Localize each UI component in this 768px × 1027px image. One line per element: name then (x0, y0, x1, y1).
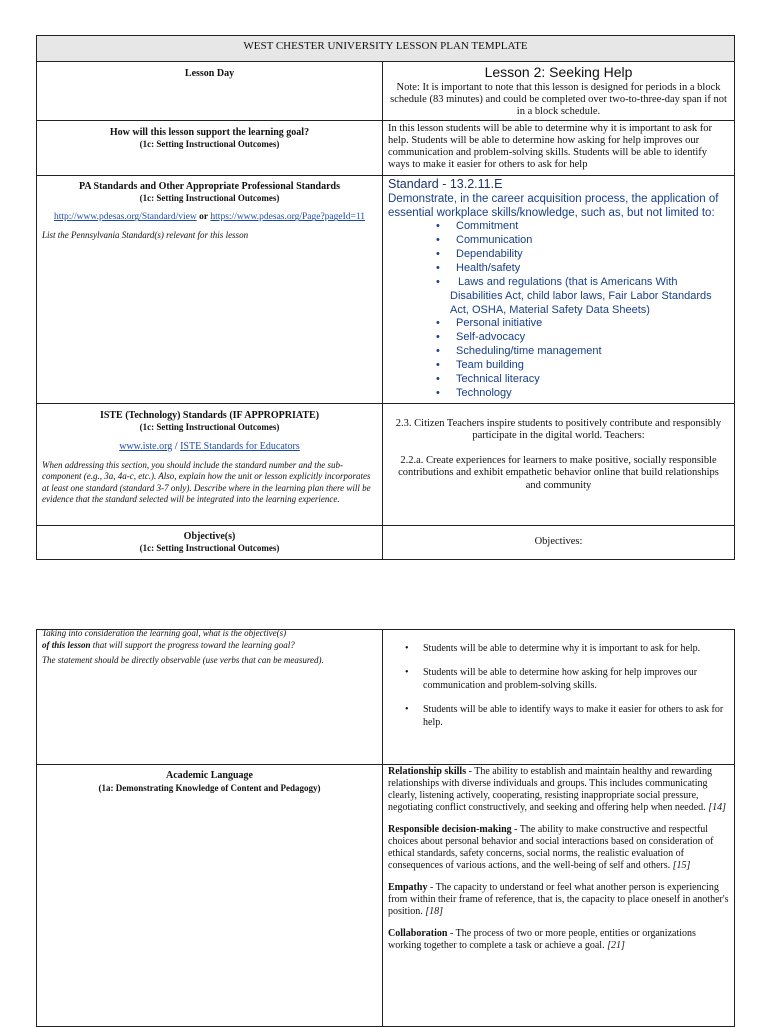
objectives-sub: (1c: Setting Instructional Outcomes) (139, 543, 280, 554)
pa-standards-sub: (1c: Setting Instructional Outcomes) (139, 193, 280, 204)
iste-standards-link[interactable]: ISTE Standards for Educators (180, 441, 300, 453)
iste-link[interactable]: www.iste.org (119, 441, 173, 453)
iste-sub: (1c: Setting Instructional Outcomes) (139, 422, 280, 433)
academic-language-label: Academic Language (166, 770, 253, 781)
pa-standards-instruction: List the Pennsylvania Standard(s) relevant for this lesson (42, 229, 249, 240)
objectives-instruction-2: The statement should be directly observable (use verbs that can be measured). (42, 655, 324, 666)
lesson-plan-page-1 (36, 35, 734, 560)
objectives-continued-row (37, 630, 735, 765)
learning-goal-row (37, 120, 735, 175)
list-item: • Commitment (436, 220, 519, 233)
term-empathy: Empathy - The capacity to understand or feel what another person is experiencing from within their frame of reference, that is, the capacity to place oneself in another's position. [18] (388, 882, 729, 917)
iste-instruction: When addressing this section, you should include the standard number and the sub-component (e.g., 3a, 4a-c, etc.). Also, explain how the unit or lesson explicitly incorporates at least one standard (standard 3-7 only). Describe where in the learning plan there will be evidence that the standard selected will be integrated into the learning experience. (42, 459, 371, 505)
pdesas-page-link[interactable]: https://www.pdesas.org/Page?pageId=11 (210, 212, 366, 223)
list-item: • Laws and regulations (that is Americans With Disabilities Act, child labor laws, Fair Labor Standards Act, OSHA, Material Safety Data Sheets) (436, 275, 712, 316)
learning-goal-content: In this lesson students will be able to determine why it is important to ask for help. Students will be able to determine how asking for help improves our communication and problem-solving skills. Students will be able to identify ways to make it easier for others to ask for help (383, 120, 735, 175)
learning-goal-sub: (1c: Setting Instructional Outcomes) (139, 139, 280, 150)
objectives-content: Objectives: (383, 525, 735, 559)
academic-language-row (37, 765, 735, 1027)
list-item: • Team building (436, 358, 524, 371)
list-item: • Scheduling/time management (436, 345, 602, 358)
iste-content-1: 2.3. Citizen Teachers inspire students to positively contribute and responsibly participate in the digital world. Teachers: (395, 417, 722, 442)
term-relationship-skills: Relationship skills - The ability to establish and maintain healthy and rewarding relationships with diverse individuals and groups. This includes communicating clearly, listening actively, cooperating, resisting inappropriate social pressure, negotiating conflict constructively, and seeking and offering help when needed. [14] (388, 766, 726, 813)
standard-skills-list (388, 220, 729, 400)
lesson-title: Lesson 2: Seeking Help (484, 64, 633, 80)
lesson-note: Note: It is important to note that this lesson is designed for periods in a block schedule (83 minutes) and could be completed over two-to-three-day span if not in a block schedule. (390, 81, 727, 117)
standard-title: Standard - 13.2.11.E (388, 176, 503, 191)
pdesas-standard-link[interactable]: http://www.pdesas.org/Standard/view (53, 212, 197, 223)
lesson-plan-page-2 (36, 629, 734, 1027)
list-item: • Students will be able to determine how asking for help improves our communication and problem-solving skills. (405, 666, 698, 691)
standard-description: Demonstrate, in the career acquisition process, the application of essential workplace skills/knowledge, such as, but not limited to: (388, 193, 719, 220)
term-collaboration: Collaboration - The process of two or more people, entities or organizations working together to complete a task or achieve a goal. [21] (388, 928, 696, 951)
list-item: • Technical literacy (436, 372, 540, 385)
iste-row (37, 403, 735, 525)
list-item: • Students will be able to determine why it is important to ask for help. (405, 643, 701, 654)
objectives-instruction-1c: that will support the progress toward the learning goal? (90, 639, 295, 650)
list-item: • Self-advocacy (436, 331, 526, 344)
list-item: • Dependability (436, 248, 523, 261)
list-item: • Communication (436, 234, 533, 247)
objectives-instruction-bold: of this lesson (42, 639, 91, 650)
template-title: WEST CHESTER UNIVERSITY LESSON PLAN TEMPLATE (37, 36, 735, 62)
link-separator: / (172, 441, 181, 453)
list-item: • Personal initiative (436, 317, 543, 330)
learning-goal-label: How will this lesson support the learning goal? (109, 126, 310, 138)
objectives-list (388, 642, 729, 730)
list-item: • Health/safety (436, 261, 521, 274)
or-text: or (199, 212, 209, 223)
iste-label: ISTE (Technology) Standards (IF APPROPRIATE) (99, 409, 320, 421)
lesson-plan-table-continued (36, 629, 735, 1027)
lesson-plan-table (36, 35, 735, 560)
objectives-label: Objective(s) (183, 530, 236, 542)
lesson-day-label: Lesson Day (184, 68, 235, 79)
objectives-instruction-1a: Taking into consideration the learning goal, what is the objective(s) (42, 628, 287, 638)
list-item: • Students will be able to identify ways to make it easier for others to ask for help. (405, 703, 724, 728)
list-item: • Technology (436, 386, 512, 399)
academic-language-sub: (1a: Demonstrating Knowledge of Content and Pedagogy) (98, 782, 321, 793)
term-responsible-decision-making: Responsible decision-making - The ability to make constructive and respectful choices about personal behavior and social interactions based on consideration of ethical standards, safety concerns, social norms, the realistic evaluation of consequences of various actions, and the well-being of self and others. [15] (388, 824, 714, 871)
objectives-row (37, 525, 735, 559)
pa-standards-label: PA Standards and Other Appropriate Professional Standards (79, 180, 340, 192)
iste-content-2: 2.2.a. Create experiences for learners to make positive, socially responsible contributions and exhibit empathetic behavior online that build relationships and community (398, 454, 719, 491)
pa-standards-row (37, 175, 735, 403)
lesson-day-row (37, 62, 735, 121)
